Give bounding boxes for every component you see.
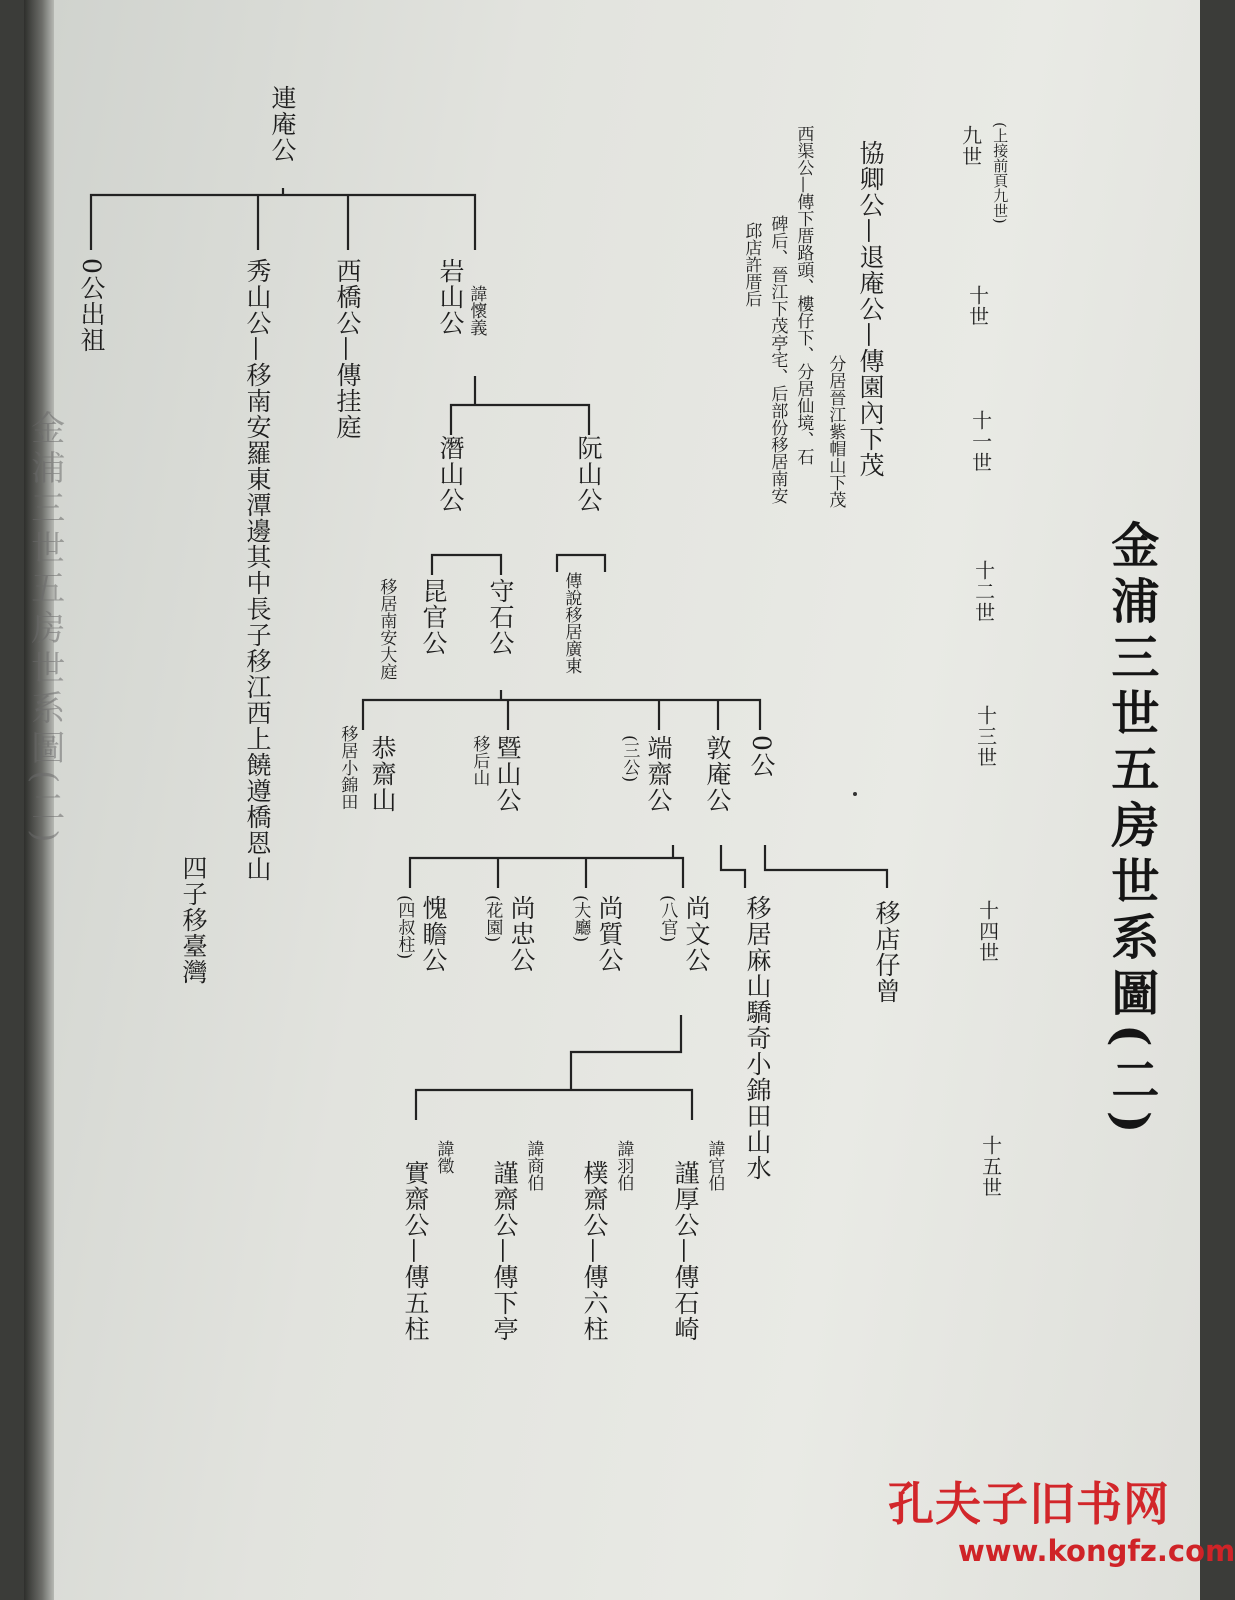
generation-label: 十二世 [971,560,996,623]
line-shangwen-stem [571,1015,681,1090]
generation-label: 十三世 [973,705,998,768]
generation-label: 九世 [958,125,983,167]
ink-dot [853,792,857,796]
line-zero-move [765,845,887,888]
shangwen-note: (八官) [657,895,678,943]
person-dunan: 敦庵公 [703,735,732,813]
shangzhong-note: (花園) [482,895,503,943]
person-jishan: 暨山公 [493,735,522,813]
person-zero-gong: 0公出祖 [77,258,106,353]
person-kuizhan: 愧瞻公 [419,895,448,973]
person-zero-gong-13: 0公 [747,735,776,778]
page-title: 金浦三世五房世系圖(二) [1102,520,1159,1142]
xieqing-note: 碑后、晉江下茂亭宅、后部份移居南安 [767,215,788,504]
person-yanshan: 岩山公 [436,258,465,336]
book-page [24,0,1200,1600]
jinhou-note: 諱官伯 [704,1140,725,1191]
person-shoushi: 守石公 [486,578,515,656]
line-qianshan-bar [432,555,501,575]
person-kunguan: 昆官公 [419,578,448,656]
person-jinzhai: 謹齋公—傳下亭 [490,1160,519,1342]
person-xiushan: 秀山公—移南安羅東潭邊其中長子移江西上饒遵橋恩山 [243,258,272,882]
person-shangzhong: 尚忠公 [507,895,536,973]
person-xiqiao: 西橋公—傳挂庭 [333,258,362,440]
lianan-root: 連庵公 [268,85,297,163]
shangzhi-note: (大廳) [570,895,591,943]
xieqing-note: 邱店許厝后 [741,222,762,307]
generation-label: 十世 [965,285,990,327]
watermark-name: 孔夫子旧书网 [888,1477,1170,1531]
shizhai-note: 諱徵 [433,1140,454,1174]
line-shangwen-bar [416,1090,692,1120]
person-qianshan: 潛山公 [436,435,465,513]
yanshan-note: 諱懷義 [466,285,487,336]
person-shangwen: 尚文公 [682,895,711,973]
zero-gong-move: 移店仔曾 [872,900,901,1004]
continuation-note: (上接前頁九世) [991,122,1010,224]
line-yanshan-bar [451,405,589,435]
person-puzhai: 樸齋公—傳六柱 [580,1160,609,1342]
puzhai-note: 諱羽伯 [613,1140,634,1191]
generation-label: 十四世 [975,900,1000,963]
tree-lines [24,0,1200,1600]
person-gongzhai: 恭齋山 [368,735,397,813]
person-jinhou: 謹厚公—傳石崎 [671,1160,700,1342]
xiushan-note: 四子移臺灣 [179,855,208,985]
line-duanzhai-bar [410,858,683,888]
line-lianan-bar [91,195,475,250]
watermark-url[interactable]: www.kongfz.com [958,1534,1235,1568]
ruanshan-note: 傳說移居廣東 [561,572,582,674]
person-duanzhai: 端齋公 [644,735,673,813]
line-ruanshan-bracket [557,555,605,572]
xieqing-note: 分居晉江紫帽山下茂 [825,355,846,508]
generation-label: 十五世 [978,1135,1003,1198]
xieqing-main-line: 協卿公—退庵公—傳園內下茂 [856,140,885,478]
person-ruanshan: 阮山公 [574,435,603,513]
duanzhai-note: (三公) [619,735,640,783]
jinzhai-note: 諱商伯 [523,1140,544,1191]
person-shangzhi: 尚質公 [595,895,624,973]
dunan-move: 移居麻山驕奇小錦田山水 [743,895,772,1181]
xieqing-note: 西渠公—傳下厝路頭、樓仔下、分居仙境、石 [793,125,814,465]
gongzhai-note: 移居小錦田 [337,725,358,810]
generation-label: 十一世 [968,410,993,473]
jishan-note: 移后山 [469,735,490,786]
spine-title: 金浦三世五房世系圖(二) [24,410,65,849]
person-shizhai: 實齋公—傳五柱 [401,1160,430,1342]
kunguan-note: 移居南安大庭 [376,578,397,680]
line-shoushi-bar [363,700,760,730]
line-dunan-move [721,845,745,888]
kuizhan-note: (四叔柱) [394,895,415,960]
